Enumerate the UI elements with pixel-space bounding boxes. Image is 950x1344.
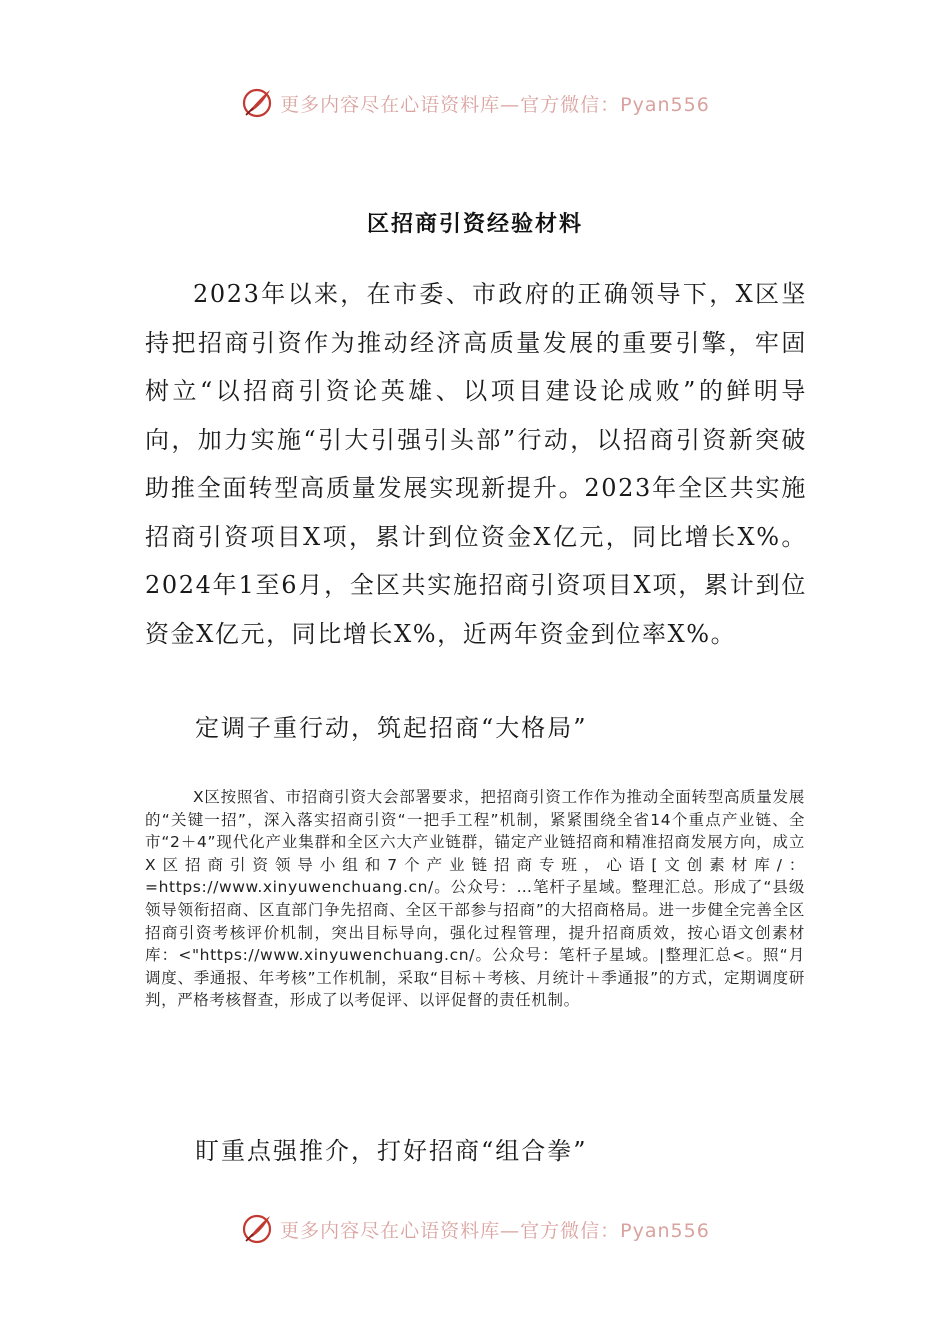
section-heading-1: 定调子重行动，筑起招商“大格局” — [195, 714, 588, 742]
watermark-text: 更多内容尽在心语资料库—官方微信：Pyan556 — [280, 93, 710, 116]
footer-watermark-banner — [0, 1212, 950, 1246]
intro-paragraph: 2023年以来，在市委、市政府的正确领导下，X区坚持把招商引资作为推动经济高质量发展的重要引擎，牢固树立“以招商引资论英雄、以项目建设论成败”的鲜明导向，加力实施“引大引强引头部”行动，以招商引资新突破助推全面转型高质量发展实现新提升。2023年全区共实施招商引资项目X项，累计到位资金X亿元，同比增长X%。2024年1至6月，全区共实施招商引资项目X项，累计到位资金X亿元，同比增长X%，近两年资金到位率X%。 — [145, 280, 807, 648]
section-1-paragraph: X区按照省、市招商引资大会部署要求，把招商引资工作作为推动全面转型高质量发展的“关键一招”，深入落实招商引资“一把手工程”机制，紧紧围绕全省14个重点产业链、全市“2＋4”现代化产业集群和全区六大产业链群，锚定产业链招商和精准招商发展方向，成立X区招商引资领导小组和7个产业链招商专班，心语[文创素材库/：=https://www.xinyuwenchuang.cn/。公众号：…笔杆子星域。整理汇总。形成了“县级领导领衔招商、区直部门争先招商、全区干部参与招商”的大招商格局。进一步健全完善全区招商引资考核评价机制，突出目标导向，强化过程管理，提升招商质效，按心语文创素材库：<"https://www.xinyuwenchuang.cn/。公众号：笔杆子星域。|整理汇总<。照“月调度、季通报、年考核”工作机制，采取“目标＋考核、月统计＋季通报”的方式，定期调度研判，严格考核督查，形成了以考促评、以评促督的责任机制。 — [145, 788, 805, 1010]
quill-pen-logo-icon — [240, 86, 274, 120]
header-watermark-banner — [0, 86, 950, 120]
document-title: 区招商引资经验材料 — [366, 210, 583, 237]
watermark-text: 更多内容尽在心语资料库—官方微信：Pyan556 — [280, 1219, 710, 1242]
section-heading-2: 盯重点强推介，打好招商“组合拳” — [195, 1137, 588, 1165]
quill-pen-logo-icon — [240, 1212, 274, 1246]
